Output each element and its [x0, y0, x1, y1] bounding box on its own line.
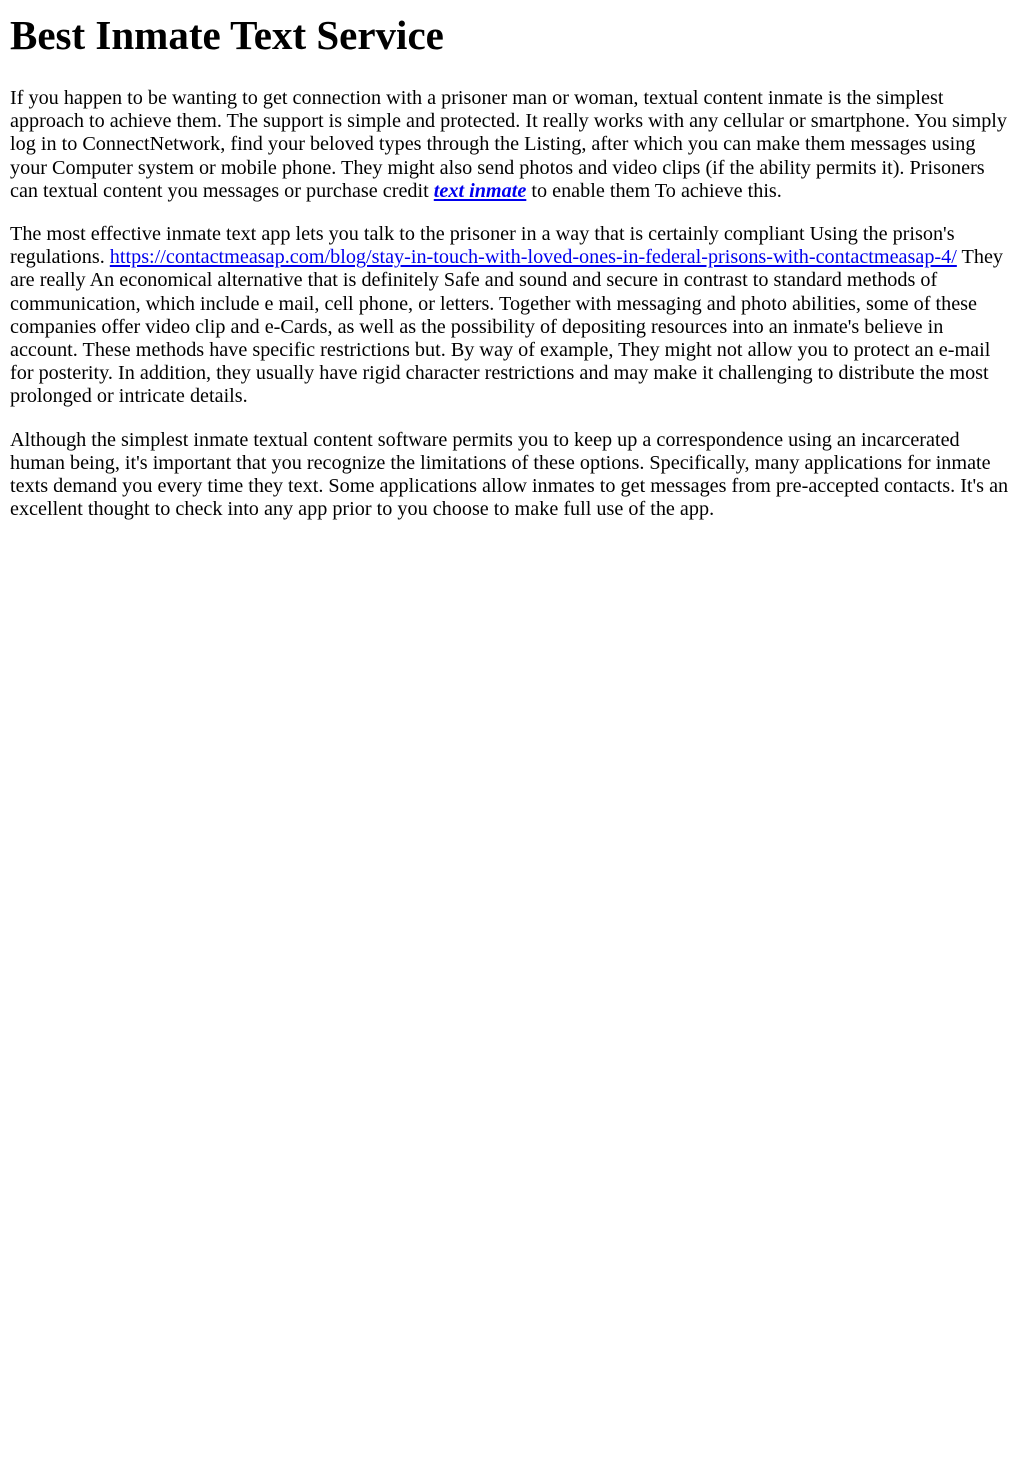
- text-inmate-link[interactable]: text inmate: [433, 179, 527, 202]
- contactmeasap-url-link[interactable]: https://contactmeasap.com/blog/stay-in-touch-with-loved-ones-in-federal-prisons-with-contactmeasap-4/: [109, 246, 957, 269]
- paragraph-3: Although the simplest inmate textual content software permits you to keep up a correspondence using an incarcerated human being, it's important that you recognize the limitations of these options. Specifically, many applications for inmate texts demand you every time they text. Some applications allow inmates to get messages from pre-accepted contacts. It's an excellent thought to check into any app prior to you choose to make full use of the app.: [10, 428, 1009, 521]
- paragraph-1-text-before: If you happen to be wanting to get connection with a prisoner man or woman, textual content inmate is the simplest approach to achieve them. The support is simple and protected. It really works with any cellular or smartphone. You simply log in to ConnectNetwork, find your beloved types through the Listing, after which you can make them messages using your Computer system or mobile phone. They might also send photos and video clips (if the ability permits it). Prisoners can textual content you messages or purchase credit: [10, 87, 1007, 202]
- paragraph-1-text-after: to enable them To achieve this.: [526, 179, 782, 202]
- paragraph-2-text-after: They are really An economical alternative that is definitely Safe and sound and secure in contrast to standard methods of communication, which include e mail, cell phone, or letters. Together with messaging and photo abilities, some of these companies offer video clip and e-Cards, as well as the possibility of depositing resources into an inmate's believe in account. These methods have specific restrictions but. By way of example, They might not allow you to protect an e-mail for posterity. In addition, they usually have rigid character restrictions and may make it challenging to distribute the most prolonged or intricate details.: [10, 246, 1004, 408]
- paragraph-2-text-before: The most effective inmate text app lets you talk to the prisoner in a way that is certainly compliant Using the prison's regulations.: [10, 223, 955, 269]
- paragraph-2: [10, 223, 1014, 409]
- paragraph-1: [10, 87, 1014, 203]
- page-title: Best Inmate Text Service: [10, 12, 444, 58]
- article: [0, 12, 1024, 521]
